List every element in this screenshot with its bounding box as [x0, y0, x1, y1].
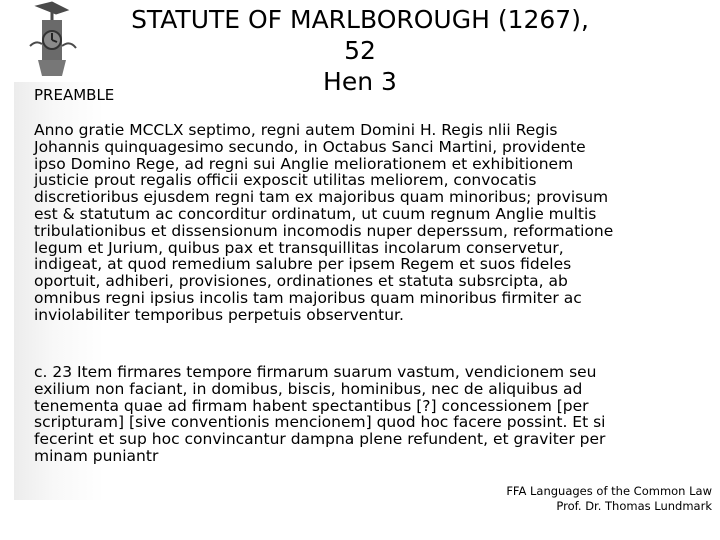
footer-author: Prof. Dr. Thomas Lundmark: [556, 499, 712, 513]
slide-title: STATUTE OF MARLBOROUGH (1267), 52 Hen 3: [131, 5, 589, 96]
section-label: PREAMBLE: [34, 86, 115, 104]
chapter-23-paragraph: c. 23 Item firmares tempore firmarum suarum vastum, vendicionem seu exilium non faciant, in domibus, biscis, hominibus, nec de aliquibus ad tenementa quae ad firmam habent spectantibus [?] concessionem [per scripturam] [sive conventionis mencionem] quod hoc facere possint. Et si fecerint et sup hoc convincantur dampna plene refundent, et graviter per minam puniantr: [34, 363, 606, 465]
clock-tower-icon: [22, 0, 82, 76]
preamble-paragraph: Anno gratie MCCLX septimo, regni autem Domini H. Regis nlii Regis Johannis quinquagesimo secundo, in Octabus Sanci Martini, providente ipso Domino Rege, ad regni sui Anglie meliorationem et exhibitionem justicie prout regalis officii exposcit utilitas meliorem, convocatis discretioribus ejusdem regni tam ex majoribus quam minoribus; provisum est & statutum ac concorditur ordinatum, ut cuum regnum Anglie multis tribulationibus et dissensionum incomodis nuper deperssum, reformatione legum et Jurium, quibus pax et transquillitas incolarum conservetur, indigeat, at quod remedium salubre per ipsem Regem et suos fideles oportuit, adhiberi, provisiones, ordinationes et statuta subsrcipta, ab omnibus regni ipsius incolis tam majoribus quam minoribus firmiter ac inviolabiliter temporibus perpetuis observentur.: [34, 121, 614, 324]
footer-course: FFA Languages of the Common Law: [506, 484, 712, 498]
footer: [506, 484, 712, 514]
